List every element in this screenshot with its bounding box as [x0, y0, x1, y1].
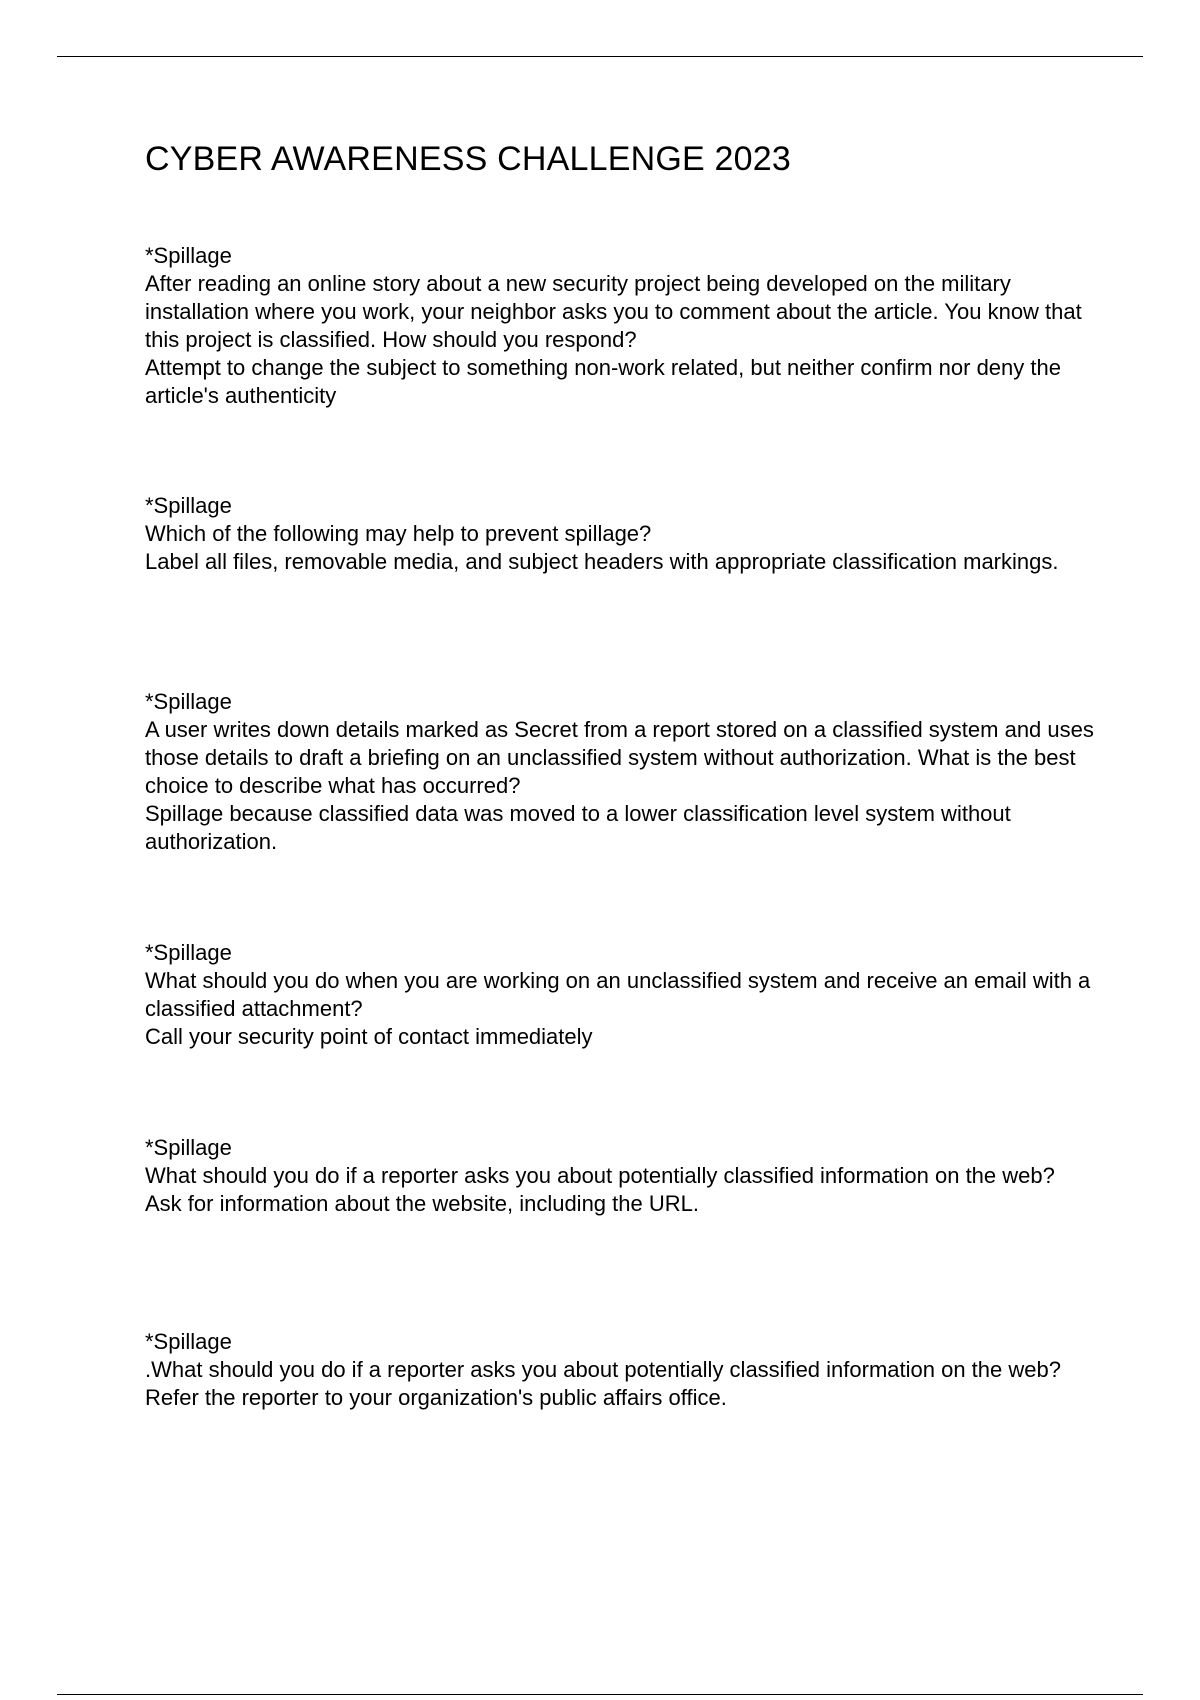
answer-text: Attempt to change the subject to something non-work related, but neither confirm nor deny the article's authenticity: [145, 355, 1061, 408]
question-block-1: [145, 242, 1105, 410]
answer-text: Label all files, removable media, and subject headers with appropriate classification markings.: [145, 549, 1059, 574]
top-divider: [57, 56, 1143, 57]
answer-text: Call your security point of contact immediately: [145, 1024, 593, 1049]
question-block-3: [145, 688, 1105, 856]
question-block-2: [145, 492, 1105, 576]
question-block-4: [145, 939, 1105, 1051]
bottom-divider: [57, 1694, 1143, 1695]
question-block-5: [145, 1134, 1105, 1218]
question-category: *Spillage: [145, 493, 232, 518]
question-text: .What should you do if a reporter asks you about potentially classified information on the web?: [145, 1357, 1061, 1382]
question-block-6: [145, 1328, 1105, 1412]
answer-text: Refer the reporter to your organization's public affairs office.: [145, 1385, 727, 1410]
question-text: What should you do if a reporter asks you about potentially classified information on the web?: [145, 1163, 1055, 1188]
question-text: A user writes down details marked as Secret from a report stored on a classified system and uses those details to draft a briefing on an unclassified system without authorization. What is the best choice to describe what has occurred?: [145, 717, 1094, 798]
question-text: After reading an online story about a new security project being developed on the military installation where you work, your neighbor asks you to comment about the article. You know that this project is classified. How should you respond?: [145, 271, 1082, 352]
question-category: *Spillage: [145, 689, 232, 714]
question-category: *Spillage: [145, 1135, 232, 1160]
question-category: *Spillage: [145, 1329, 232, 1354]
document-title: CYBER AWARENESS CHALLENGE 2023: [145, 140, 791, 178]
answer-text: Ask for information about the website, including the URL.: [145, 1191, 699, 1216]
question-text: Which of the following may help to prevent spillage?: [145, 521, 652, 546]
answer-text: Spillage because classified data was moved to a lower classification level system without authorization.: [145, 801, 1011, 854]
question-category: *Spillage: [145, 243, 232, 268]
question-text: What should you do when you are working on an unclassified system and receive an email with a classified attachment?: [145, 968, 1091, 1021]
question-category: *Spillage: [145, 940, 232, 965]
